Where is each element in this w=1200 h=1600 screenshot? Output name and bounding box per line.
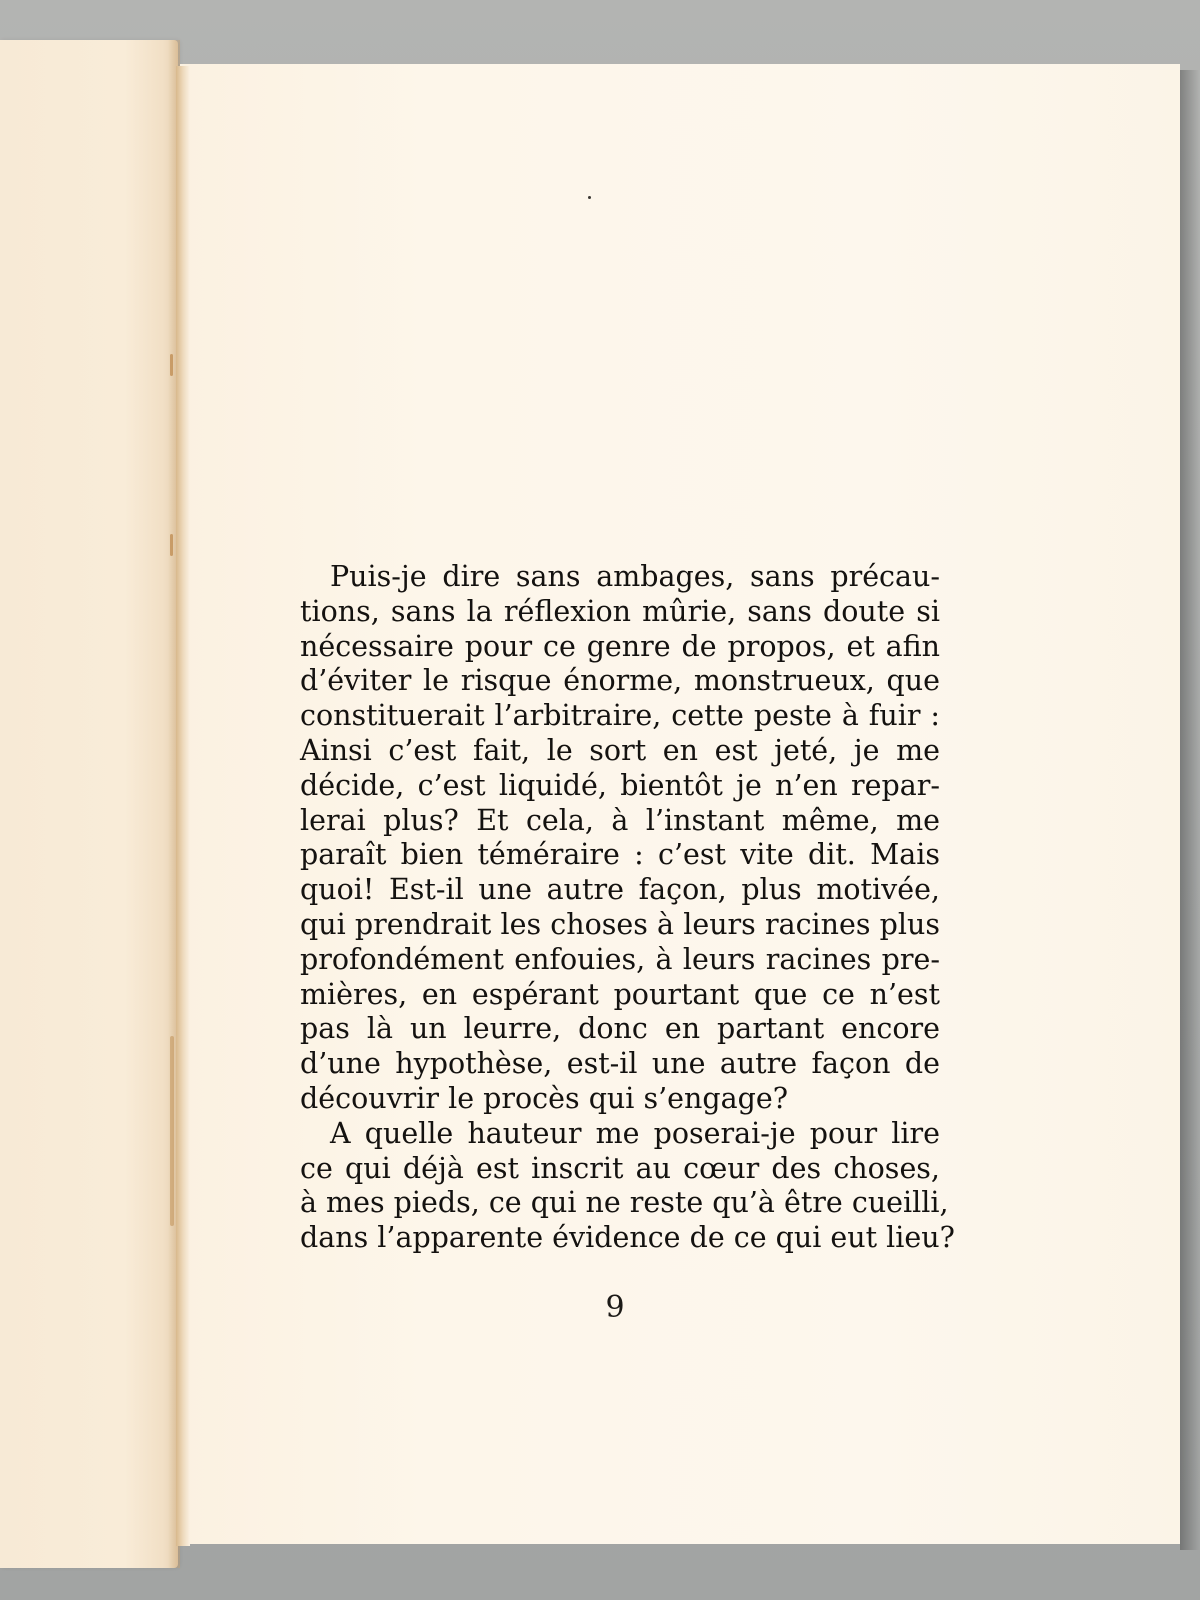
- ink-speck: [588, 196, 591, 199]
- text-line: Ainsi c’est fait, le sort en est jeté, je me: [300, 733, 940, 767]
- left-page: [0, 40, 178, 1568]
- text-line: nécessaire pour ce genre de propos, et afin: [300, 629, 940, 663]
- text-line: paraît bien téméraire : c’est vite dit. Mais: [300, 838, 940, 872]
- text-line: ce qui déjà est inscrit au cœur des choses,: [300, 1151, 940, 1185]
- text-line: mières, en espérant pourtant que ce n’est: [300, 977, 940, 1011]
- text-line: quoi! Est-il une autre façon, plus motivée,: [300, 873, 940, 907]
- page-text: [300, 560, 955, 1256]
- binding-stitch: [170, 1036, 174, 1226]
- text-line: à mes pieds, ce qui ne reste qu’à être cueilli,: [300, 1186, 949, 1220]
- text-line: tions, sans la réflexion mûrie, sans doute si: [300, 594, 940, 628]
- text-line: pas là un leurre, donc en partant encore: [300, 1012, 940, 1046]
- text-line: d’une hypothèse, est-il une autre façon de: [300, 1047, 940, 1081]
- binding-stitch: [170, 534, 173, 556]
- book-gutter: [176, 66, 190, 1546]
- text-line: profondément enfouies, à leurs racines pre-: [300, 942, 940, 976]
- text-line: découvrir le procès qui s’engage?: [300, 1081, 788, 1115]
- text-line: dans l’apparente évidence de ce qui eut lieu?: [300, 1221, 955, 1255]
- text-line: décide, c’est liquidé, bientôt je n’en repar-: [300, 768, 940, 802]
- text-line: d’éviter le risque énorme, monstrueux, que: [300, 664, 940, 698]
- page-number: 9: [605, 1290, 625, 1325]
- text-line: Puis-je dire sans ambages, sans précau-: [330, 560, 940, 593]
- text-line: constituerait l’arbitraire, cette peste à fuir :: [300, 699, 940, 733]
- binding-stitch: [170, 354, 173, 376]
- text-line: qui prendrait les choses à leurs racines plus: [300, 907, 940, 941]
- text-line: A quelle hauteur me poserai-je pour lire: [330, 1116, 940, 1150]
- page-shadow: [1180, 70, 1200, 1550]
- text-line: lerai plus? Et cela, à l’instant même, me: [300, 803, 940, 837]
